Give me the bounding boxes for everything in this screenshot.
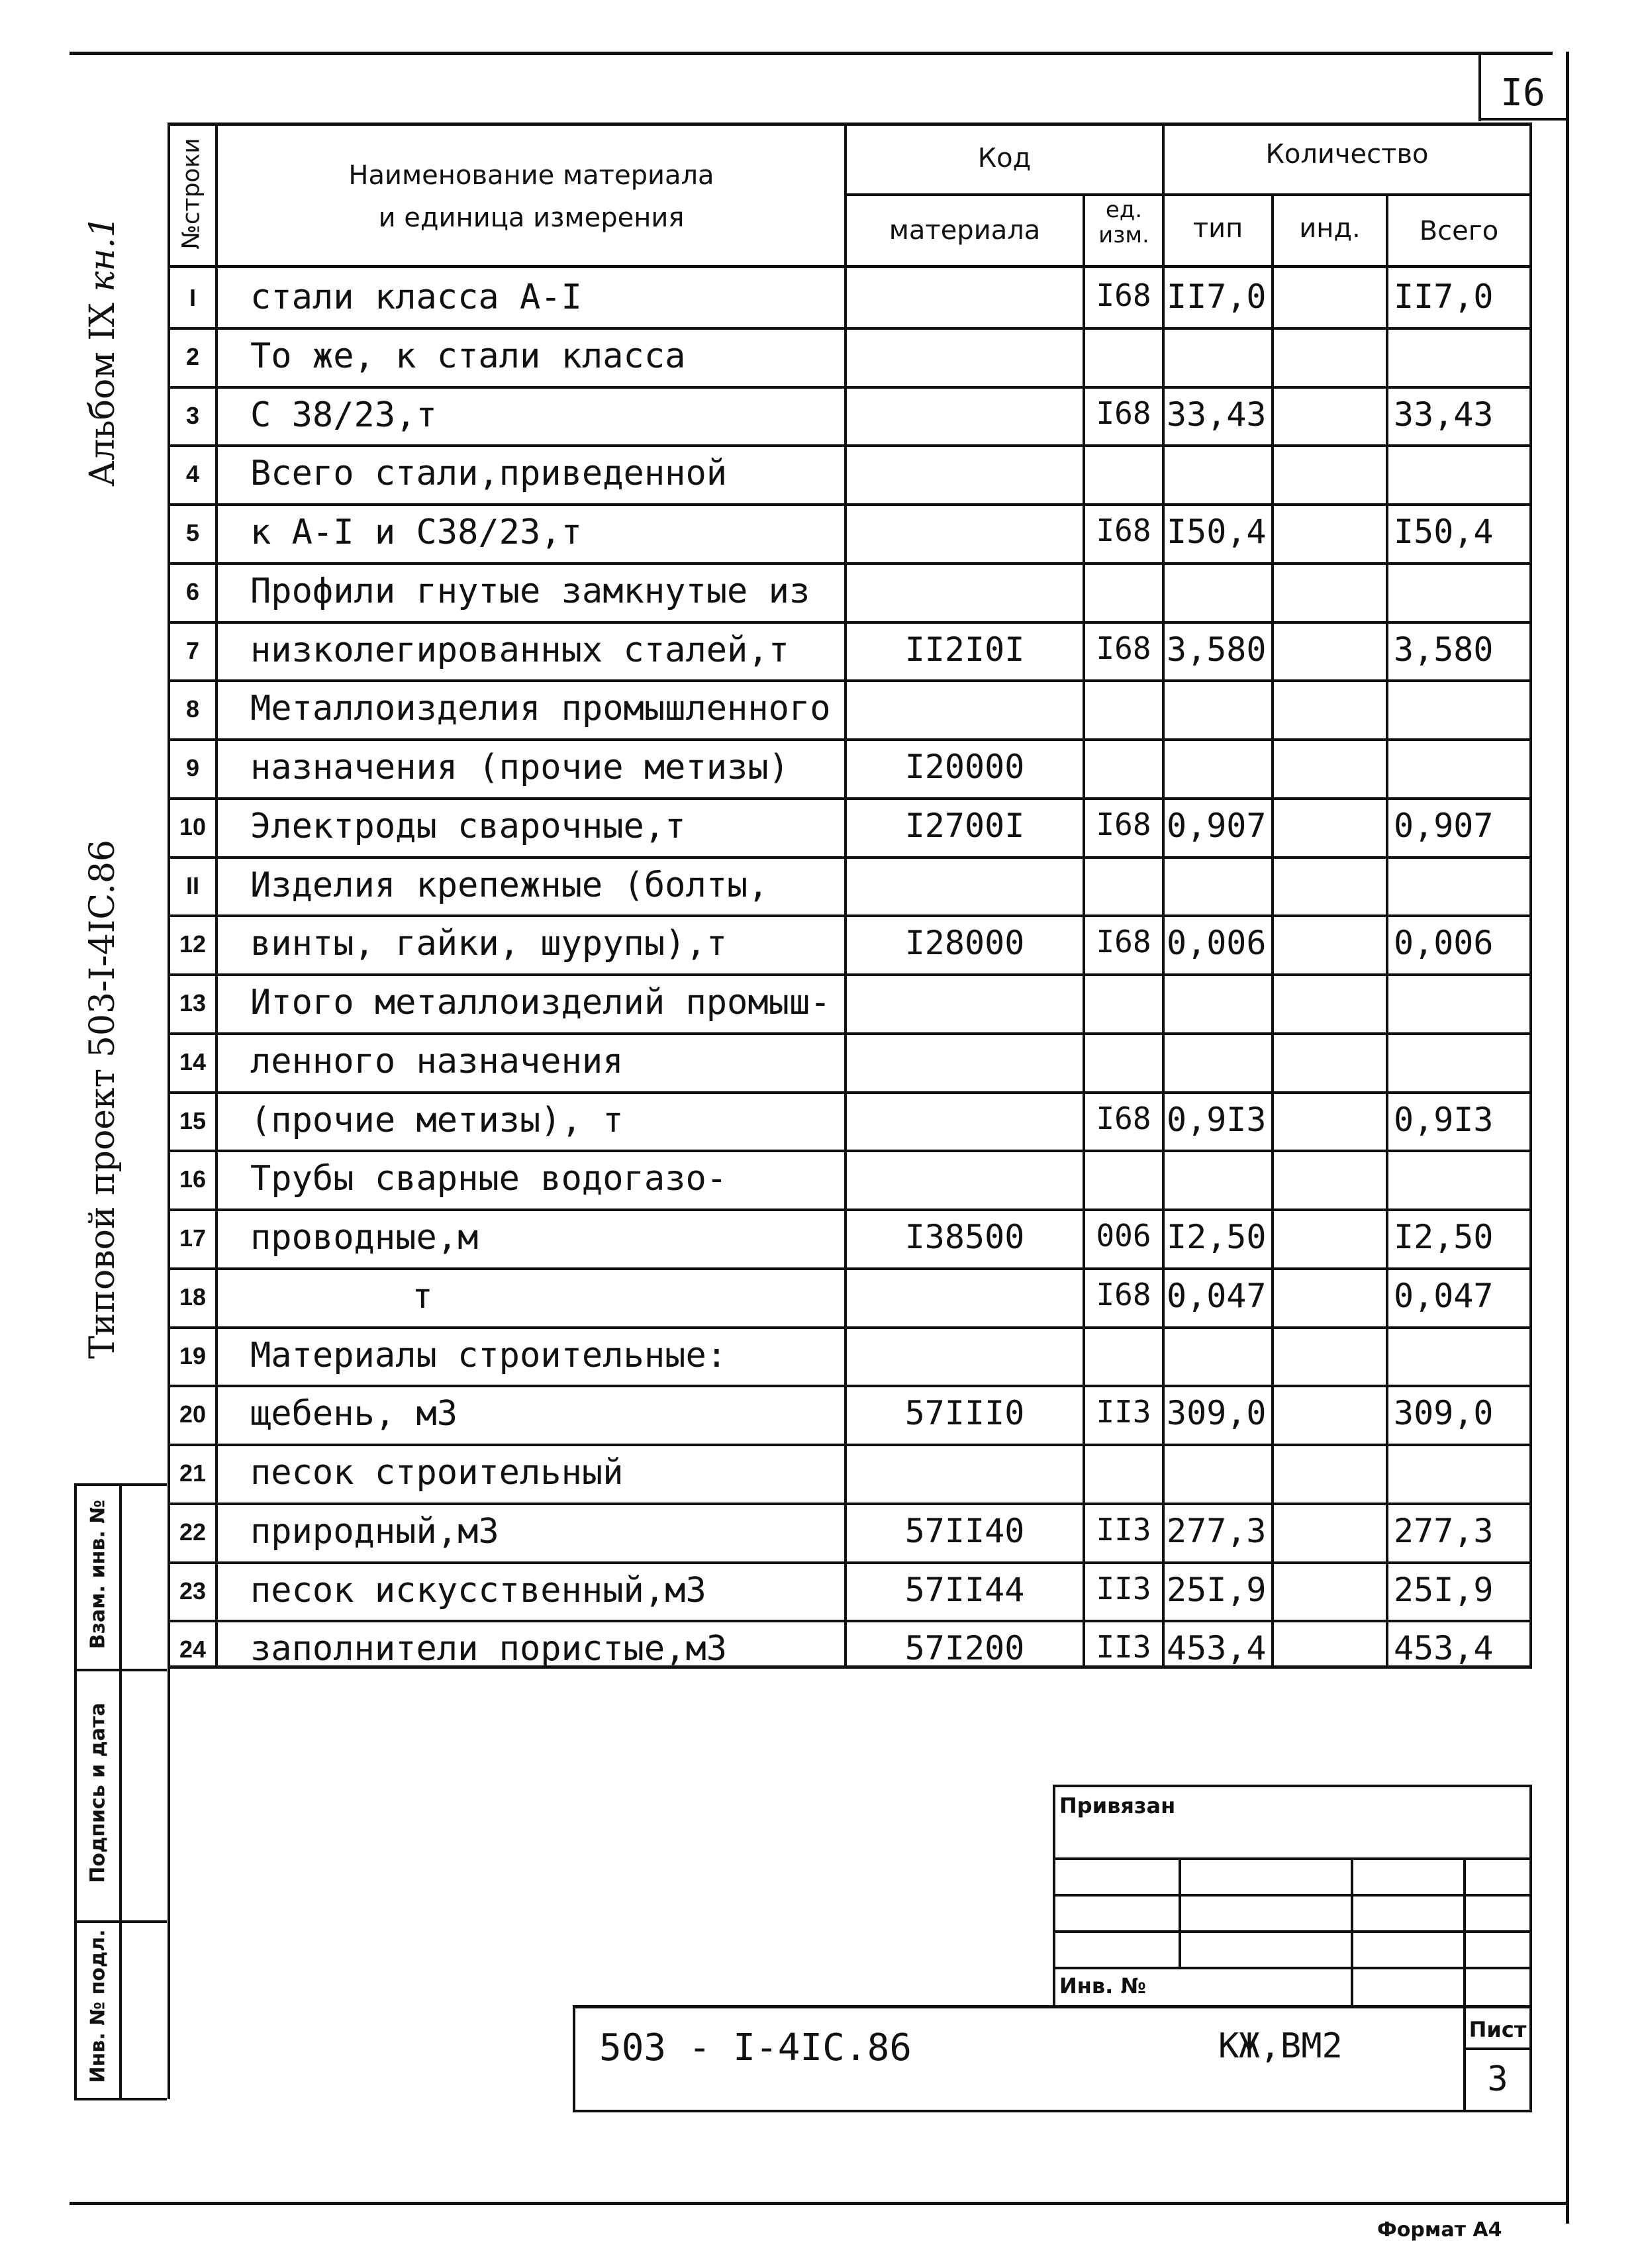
row-cell-n: 16: [179, 1165, 207, 1193]
row-cell-tip: 0,047: [1167, 1277, 1267, 1315]
row-cell-tip: 277,3: [1167, 1512, 1267, 1550]
stamp-divider: [119, 1483, 122, 2099]
row-cell-n: 3: [185, 402, 200, 429]
row-cell-tip: 0,006: [1167, 924, 1267, 962]
row-cell-n: I: [189, 284, 196, 311]
row-cell-n: 8: [185, 695, 200, 722]
sheet-box-left: [1463, 2006, 1466, 2112]
project-label: Типовой проект 503-I-4IC.86: [83, 839, 122, 1359]
row-divider: [168, 1091, 1531, 1094]
row-cell-name: низколегированных сталей,т: [250, 630, 789, 670]
row-cell-total: 0,047: [1394, 1277, 1494, 1315]
tb-v1: [1179, 1857, 1181, 1967]
row-divider: [168, 797, 1531, 800]
row-cell-name: песок строительный: [250, 1453, 624, 1493]
row-cell-name: т: [412, 1277, 433, 1316]
col-ind-divider: [1386, 193, 1388, 1669]
row-cell-unit: 006: [1096, 1218, 1151, 1254]
row-cell-code: 57II40: [904, 1512, 1025, 1550]
top-rule: [70, 52, 1553, 55]
col-name-divider: [844, 123, 847, 1669]
header-qty: Количество: [1265, 139, 1429, 170]
col-tip-divider: [1271, 193, 1274, 1669]
row-divider: [168, 1326, 1531, 1329]
stamp-outer-left: [74, 1483, 77, 2099]
row-cell-name: Металлоизделия промышленного: [250, 689, 831, 728]
col-rows-divider: [215, 123, 218, 1669]
table-header-bottom: [168, 265, 1531, 268]
row-cell-name: назначения (прочие метизы): [250, 748, 789, 787]
row-cell-name: Профили гнутые замкнутые из: [250, 571, 810, 611]
sheet-number: 3: [1487, 2059, 1508, 2099]
header-qty-tip: тип: [1192, 213, 1243, 244]
stamp-box-left: [573, 2005, 575, 2112]
row-cell-n: 17: [179, 1224, 207, 1252]
privyazan-label: Привязан: [1059, 1793, 1176, 1818]
row-divider: [168, 1561, 1531, 1564]
row-divider: [168, 1208, 1531, 1211]
header-code-unit: ед. изм.: [1098, 197, 1149, 248]
row-cell-n: 20: [179, 1401, 207, 1428]
tb-v3: [1463, 1857, 1466, 2006]
row-cell-name: Электроды сварочные,т: [250, 807, 686, 846]
row-cell-tip: 453,4: [1167, 1629, 1267, 1667]
row-divider: [168, 738, 1531, 741]
row-cell-code: 57I200: [904, 1629, 1025, 1667]
row-cell-code: II2I0I: [904, 630, 1025, 669]
row-divider: [168, 562, 1531, 565]
row-cell-unit: II3: [1096, 1394, 1151, 1430]
row-cell-n: 24: [179, 1636, 207, 1663]
row-cell-unit: II3: [1096, 1571, 1151, 1606]
row-cell-unit: I68: [1096, 513, 1151, 548]
inv-no-label: Инв. №: [1059, 1973, 1146, 1998]
table-top: [168, 123, 1531, 126]
page-number-box-bottom: [1478, 118, 1569, 121]
row-cell-total: 0,907: [1394, 807, 1494, 845]
row-cell-total: 453,4: [1394, 1629, 1494, 1667]
album-label: [83, 215, 122, 487]
row-cell-tip: 0,9I3: [1167, 1101, 1267, 1139]
row-divider: [168, 1444, 1531, 1446]
row-cell-n: 6: [185, 578, 200, 605]
row-divider: [168, 1150, 1531, 1152]
tb-right: [1529, 1785, 1532, 2112]
row-divider: [168, 386, 1531, 389]
header-name-line1: Наименование материала: [348, 160, 714, 191]
row-cell-name: (прочие метизы), т: [250, 1101, 624, 1140]
row-cell-n: 4: [185, 460, 200, 487]
header-qty-ind: инд.: [1299, 213, 1361, 244]
row-cell-total: I50,4: [1394, 513, 1494, 551]
row-cell-code: I2700I: [904, 807, 1025, 845]
row-cell-name: винты, гайки, шурупы),т: [250, 924, 728, 963]
row-cell-unit: I68: [1096, 807, 1151, 842]
header-code-material: материала: [889, 215, 1041, 246]
header-name-line2: и единица измерения: [378, 203, 685, 233]
row-cell-n: 7: [185, 637, 200, 664]
tb-h4: [1053, 1967, 1531, 1969]
row-divider: [168, 914, 1531, 917]
row-cell-tip: 0,907: [1167, 807, 1267, 845]
frame-bottom: [70, 2202, 1569, 2205]
tb-v2: [1351, 1857, 1353, 2006]
row-cell-unit: I68: [1096, 1101, 1151, 1136]
col-unit-divider: [1162, 123, 1165, 1669]
row-cell-n: 10: [179, 813, 207, 840]
row-cell-name: природный,м3: [250, 1512, 499, 1552]
row-cell-unit: II3: [1096, 1512, 1151, 1548]
row-divider: [168, 327, 1531, 330]
row-cell-n: 13: [179, 989, 207, 1016]
row-cell-n: 14: [179, 1048, 207, 1075]
table-header-mid: [844, 193, 1531, 196]
row-cell-n: II: [185, 872, 199, 899]
row-cell-tip: I2,50: [1167, 1218, 1267, 1256]
row-cell-unit: I68: [1096, 924, 1151, 960]
tb-h2: [1053, 1894, 1531, 1897]
row-cell-tip: 309,0: [1167, 1394, 1267, 1432]
page-number-box-left: [1478, 52, 1481, 121]
row-cell-tip: 3,580: [1167, 630, 1267, 669]
col-right: [1529, 123, 1532, 1669]
row-cell-code: 57III0: [904, 1394, 1025, 1432]
row-cell-tip: 33,43: [1167, 395, 1267, 434]
row-cell-unit: I68: [1096, 395, 1151, 431]
stamp-podpis-data: Подпись и дата: [86, 1702, 110, 1883]
row-cell-n: 22: [179, 1518, 207, 1546]
row-cell-total: 25I,9: [1394, 1571, 1494, 1609]
tb-h1: [1053, 1857, 1531, 1860]
row-cell-code: I38500: [904, 1218, 1025, 1256]
tb-top: [1053, 1785, 1531, 1787]
row-cell-unit: I68: [1096, 277, 1151, 313]
album-handwritten-note: кн.1: [83, 215, 122, 292]
stamp-vzam-inv: Взам. инв. №: [86, 1499, 110, 1650]
doc-code: 503 - I-4IC.86: [599, 2026, 912, 2069]
row-cell-total: 309,0: [1394, 1394, 1494, 1432]
row-cell-name: щебень, м3: [250, 1394, 458, 1434]
row-cell-name: проводные,м: [250, 1218, 479, 1257]
row-cell-code: 57II44: [904, 1571, 1025, 1609]
stamp-box-top: [573, 2005, 1531, 2008]
stamp-box-bottom: [573, 2110, 1531, 2112]
row-cell-name: Трубы сварные водогазо-: [250, 1159, 728, 1199]
row-cell-name: С 38/23,т: [250, 395, 437, 435]
sheet-box-mid: [1463, 2047, 1531, 2050]
row-cell-total: I2,50: [1394, 1218, 1494, 1256]
row-divider: [168, 856, 1531, 859]
row-cell-name: Изделия крепежные (болты,: [250, 865, 769, 905]
row-divider: [168, 1503, 1531, 1505]
row-cell-tip: 25I,9: [1167, 1571, 1267, 1609]
row-cell-n: 12: [179, 930, 207, 958]
row-cell-n: 19: [179, 1342, 207, 1369]
row-cell-total: 0,006: [1394, 924, 1494, 962]
row-cell-name: заполнители пористые,м3: [250, 1629, 728, 1669]
stamp-inv-podl: Инв. № подл.: [86, 1929, 110, 2083]
row-cell-name: То же, к стали класса: [250, 336, 686, 376]
row-cell-total: 277,3: [1394, 1512, 1494, 1550]
page-number: I6: [1500, 72, 1545, 115]
row-cell-unit: II3: [1096, 1629, 1151, 1665]
format-label: Формат А4: [1377, 2218, 1502, 2242]
row-divider: [168, 444, 1531, 447]
row-cell-total: II7,0: [1394, 277, 1494, 316]
row-divider: [168, 621, 1531, 624]
row-cell-n: 23: [179, 1577, 207, 1604]
row-divider: [168, 1385, 1531, 1387]
row-cell-n: 21: [179, 1459, 207, 1487]
row-cell-code: I20000: [904, 748, 1025, 786]
header-rows: №строки: [177, 138, 205, 250]
doc-mark: КЖ,ВМ2: [1218, 2026, 1343, 2066]
row-cell-n: 15: [179, 1107, 207, 1134]
row-cell-n: 18: [179, 1283, 207, 1310]
frame-right: [1566, 52, 1569, 2224]
row-divider: [168, 1267, 1531, 1270]
sheet-label: Пист: [1469, 2017, 1527, 2042]
row-cell-total: 0,9I3: [1394, 1101, 1494, 1139]
row-divider: [168, 503, 1531, 506]
row-cell-name: к А-I и С38/23,т: [250, 513, 582, 552]
row-cell-unit: I68: [1096, 1277, 1151, 1312]
tb-h3: [1053, 1930, 1531, 1933]
row-cell-name: стали класса А-I: [250, 277, 582, 317]
album-text: Альбом IX: [83, 303, 122, 487]
row-cell-code: I28000: [904, 924, 1025, 962]
row-cell-n: 5: [185, 519, 200, 546]
row-cell-total: 3,580: [1394, 630, 1494, 669]
row-divider: [168, 1620, 1531, 1622]
row-cell-name: Материалы строительные:: [250, 1336, 728, 1375]
row-cell-name: ленного назначения: [250, 1042, 624, 1081]
row-cell-name: Всего стали,приведенной: [250, 454, 728, 493]
row-cell-tip: II7,0: [1167, 277, 1267, 316]
row-cell-unit: I68: [1096, 630, 1151, 666]
row-divider: [168, 679, 1531, 682]
row-cell-tip: I50,4: [1167, 513, 1267, 551]
row-cell-name: песок искусственный,м3: [250, 1571, 706, 1610]
row-cell-name: Итого металлоизделий промыш-: [250, 983, 831, 1022]
row-divider: [168, 1032, 1531, 1035]
header-qty-total: Всего: [1419, 216, 1499, 246]
row-cell-n: 2: [185, 343, 200, 370]
row-cell-n: 9: [185, 754, 200, 781]
row-cell-total: 33,43: [1394, 395, 1494, 434]
row-divider: [168, 973, 1531, 976]
header-code: Код: [977, 143, 1032, 173]
